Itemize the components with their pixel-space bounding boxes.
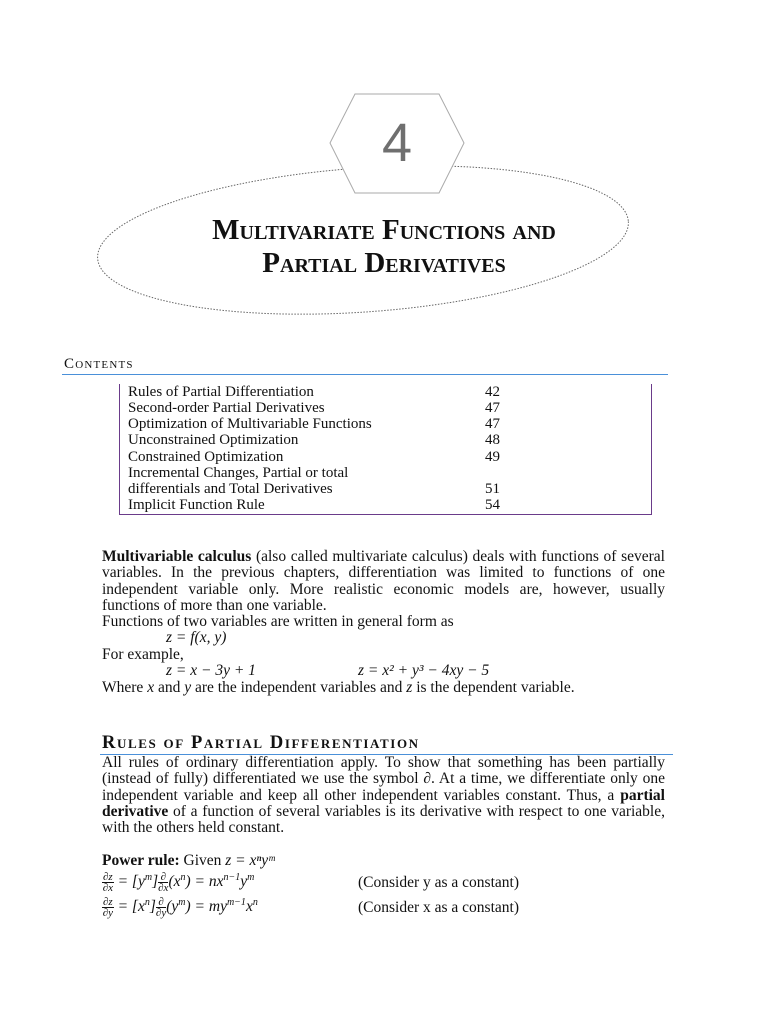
toc-item-label[interactable]: Rules of Partial Differentiation [128, 384, 314, 400]
intro-text: (also called multivariate calculus) deals with functions of several variables. In the previous chapters, differentiation was limited to functions of one independent variable only. More realistic economic models are, however, usually functions of more than one variable. [102, 548, 665, 614]
toc-item-page: 49 [485, 449, 500, 465]
example-equation-1: z = x − 3y + 1 [166, 662, 256, 679]
partial-eq-y-note: (Consider x as a constant) [358, 899, 519, 916]
rules-text: All rules of ordinary differentiation apply. To show that something has been partially (instead of fully) differentiated we use the symbol ∂. At a time, we differentiate only one independent variable and keep all other independent variables constant. Thus, a [102, 754, 665, 804]
var-z: z [406, 679, 413, 696]
where-text: is the dependent variable. [412, 679, 575, 696]
general-form-text: Functions of two variables are written in general form as [102, 613, 454, 630]
where-text: and [154, 679, 185, 696]
power-rule-text: Given [179, 852, 226, 869]
var-y: y [184, 679, 192, 696]
toc-item-page: 54 [485, 497, 500, 513]
toc-item-label[interactable]: Incremental Changes, Partial or total [128, 465, 349, 481]
toc-item-page: 42 [485, 384, 500, 400]
rules-bold-term: partial derivative [102, 786, 665, 820]
where-text: Where [102, 679, 148, 696]
contents-rule [62, 374, 668, 375]
contents-heading: Contents [64, 356, 134, 372]
toc-item-label[interactable]: Optimization of Multivariable Functions [128, 416, 372, 432]
chapter-title-line1: Multivariate Functions and [212, 214, 556, 246]
where-sentence [102, 680, 575, 696]
intro-bold-term: Multivariable calculus [102, 548, 252, 565]
var-x: x [147, 679, 155, 696]
intro-paragraph [102, 549, 665, 614]
toc-item-page: 47 [485, 416, 500, 432]
partial-eq-y: $\frac{\partial z}{\partial y}$ = $[x^n]$ $\frac{\partial}{\partial y}$ $(y^m) = my^{m-1}x^n$ [102, 896, 258, 920]
toc-item-label[interactable]: Unconstrained Optimization [128, 432, 299, 448]
toc-item-page: 48 [485, 432, 500, 448]
for-example-text: For example, [102, 646, 184, 663]
toc-item-page: 51 [485, 481, 500, 497]
partial-eq-x: $\frac{\partial z}{\partial x}$ = $[y^m]$ $\frac{\partial}{\partial x}$ $(x^n) = nx^{n-1}y^m$ [102, 871, 255, 895]
rules-paragraph [102, 755, 665, 836]
partial-eq-x-note: (Consider y as a constant) [358, 874, 519, 891]
toc-item-label[interactable]: Constrained Optimization [128, 449, 284, 465]
chapter-title-line2: Partial Derivatives [262, 247, 506, 279]
power-rule-function: z = xⁿyᵐ [225, 852, 275, 869]
chapter-decoration [0, 0, 768, 400]
chapter-title [100, 214, 668, 280]
power-rule-line [102, 853, 275, 869]
toc-item-page: 47 [485, 400, 500, 416]
rules-text: of a function of several variables is its derivative with respect to one variable, with the others held constant. [102, 802, 665, 837]
example-equation-2: z = x² + y³ − 4xy − 5 [358, 662, 490, 679]
section-heading: Rules of Partial Differentiation [102, 733, 420, 753]
toc-item-label[interactable]: Implicit Function Rule [128, 497, 265, 513]
where-text: are the independent variables and [191, 679, 407, 696]
power-rule-label: Power rule: [102, 852, 180, 869]
toc-item-label[interactable]: Second-order Partial Derivatives [128, 400, 325, 416]
toc-item-label[interactable]: differentials and Total Derivatives [128, 481, 333, 497]
chapter-number: 4 [381, 113, 413, 173]
general-form-equation: z = f(x, y) [166, 629, 227, 646]
